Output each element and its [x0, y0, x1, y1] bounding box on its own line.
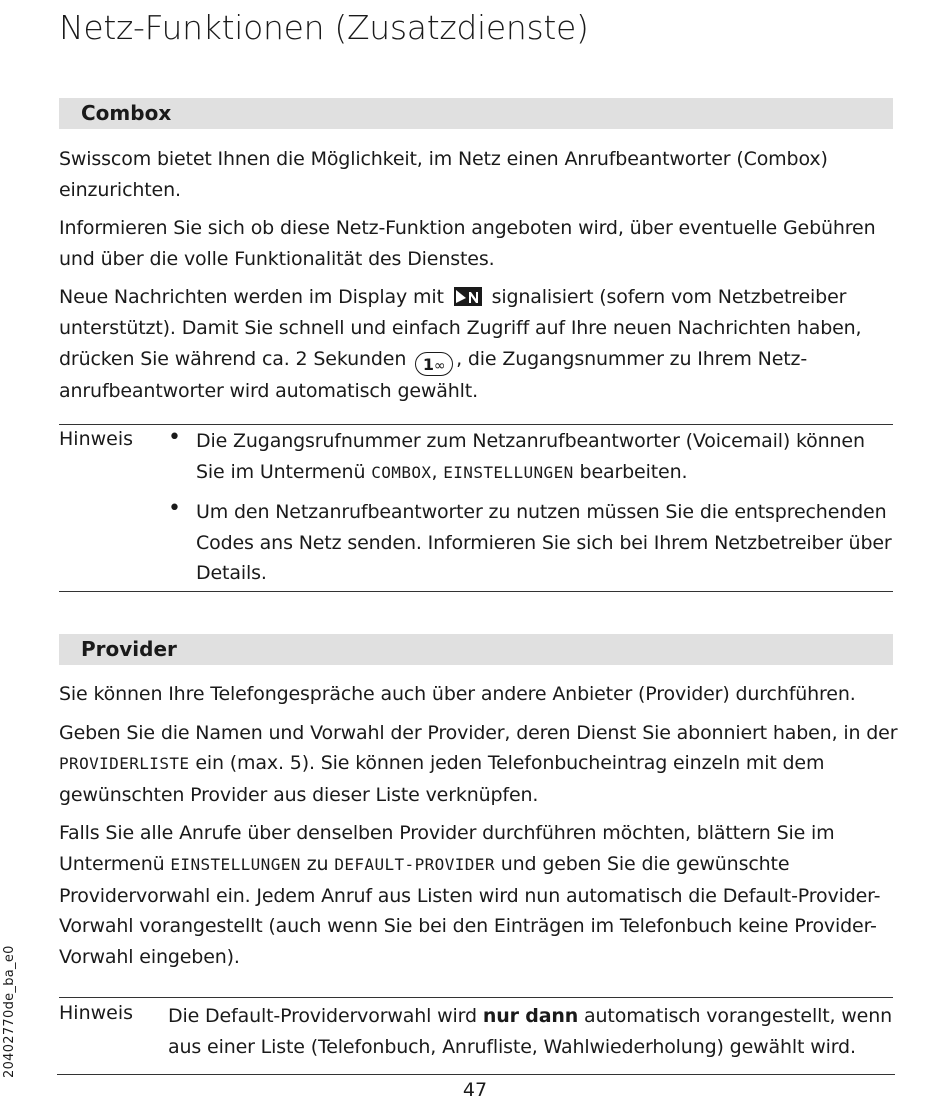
- lcd-text: EINSTELLUNGEN: [170, 854, 301, 874]
- divider: [59, 424, 893, 425]
- divider: [59, 591, 893, 592]
- divider: [57, 1074, 895, 1075]
- provider-paragraph-2: Geben Sie die Namen und Vorwahl der Provider, deren Dienst Sie abonniert haben, in der PROVIDERLISTE ein (max. 5). Sie können jeden Telefonbucheintrag einzeln mit dem gewünschten Provider aus dieser Liste verknüpfen.: [59, 721, 898, 806]
- combox-paragraph-2: Informieren Sie sich ob diese Netz-Funktion angeboten wird, über eventuelle Gebühren und über die volle Funktionalität des Dienstes.: [59, 217, 876, 270]
- provider-paragraph-1: Sie können Ihre Telefongespräche auch über andere Anbieter (Provider) durchführen.: [59, 683, 856, 705]
- page-number: 47: [462, 1079, 488, 1101]
- lcd-text: PROVIDERLISTE: [59, 754, 190, 774]
- hint-label: Hinweis: [59, 1002, 134, 1024]
- hint-item-2: Um den Netzanrufbeantworter zu nutzen müssen Sie die entsprechenden Codes ans Netz senden. Informieren Sie sich bei Ihrem Netzbetreiber über Details.: [196, 501, 892, 585]
- emphasis: nur dann: [482, 1005, 579, 1027]
- hint-label: Hinweis: [59, 428, 134, 450]
- lcd-text: COMBOX: [371, 462, 432, 482]
- combox-p3-text-b: signalisiert (sofern vom Netzbetreiber unterstützt). Damit Sie schnell und einfach Zugriff auf Ihre neuen Nachrichten haben, drücken Sie während ca. 2 Sekunden: [59, 286, 862, 370]
- section-heading-provider: Provider: [81, 637, 177, 661]
- combox-body: [59, 144, 899, 414]
- divider: [59, 997, 893, 998]
- lcd-text: EINSTELLUNGEN: [443, 462, 574, 482]
- key-1-voicemail-icon: 1∞: [415, 352, 453, 376]
- network-message-icon: [454, 287, 482, 306]
- combox-paragraph-1: Swisscom bietet Ihnen die Möglichkeit, im Netz einen Anrufbeantworter (Combox) einzurichten.: [59, 148, 828, 201]
- document-code: 20402770de_ba_e0: [2, 945, 17, 1078]
- page-title: Netz-Funktionen (Zusatzdienste): [59, 8, 589, 47]
- combox-p3-text-c: , die Zugangsnummer zu Ihrem Netz-anrufbeantworter wird automatisch gewählt.: [59, 347, 808, 402]
- provider-body: [59, 679, 899, 980]
- bullet: •: [168, 425, 181, 450]
- provider-paragraph-3: Falls Sie alle Anrufe über denselben Provider durchführen möchten, blättern Sie im Untermenü EINSTELLUNGEN zu DEFAULT-PROVIDER und geben Sie die gewünschte Providervorwahl ein. Jedem Anruf aus Listen wird nun automatisch die Default-Provider-Vorwahl vorangestellt (auch wenn Sie bei den Einträgen im Telefonbuch keine Provider-Vorwahl eingeben).: [59, 822, 881, 968]
- lcd-text: DEFAULT-PROVIDER: [334, 854, 495, 874]
- bullet: •: [168, 496, 181, 521]
- section-header-combox: [59, 98, 893, 129]
- combox-p3-text-a: Neue Nachrichten werden im Display mit: [59, 286, 444, 309]
- combox-paragraph-3: [59, 282, 899, 406]
- provider-hint-text: Die Default-Providervorwahl wird nur dann automatisch vorangestellt, wenn aus einer Liste (Telefonbuch, Anrufliste, Wahlwiederholung) gewählt wird.: [168, 1005, 893, 1058]
- hint-item-1: Die Zugangsrufnummer zum Netzanrufbeantworter (Voicemail) können Sie im Untermenü COMBOX, EINSTELLUNGEN bearbeiten.: [196, 430, 865, 483]
- section-heading-combox: Combox: [81, 101, 172, 125]
- section-header-provider: [59, 634, 893, 665]
